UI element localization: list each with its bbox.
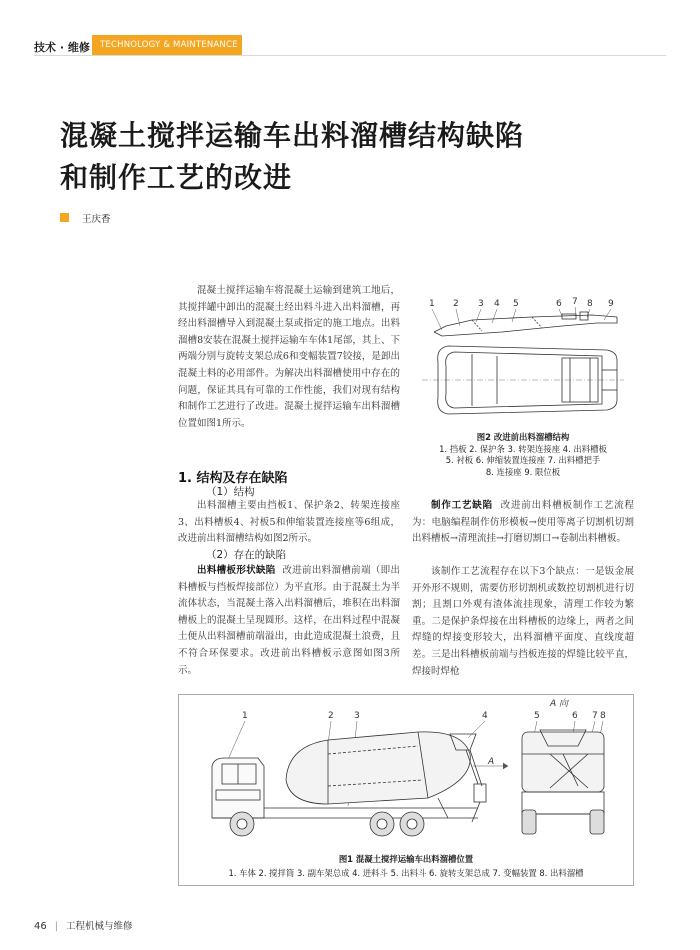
defect-1-text: 改进前出料溜槽前端（即出料槽板与挡板焊接部位）为平直形。由于混凝土为半流体状态，当混凝土落入出料溜槽后，堆积在出料溜槽板上的混凝土呈现圆形。这样，在出料过程中混凝土便从出料溜槽前端溢出，由此造成混凝土浪费，且不符合环保要求。改进前出料槽板示意图如图3所示。	[178, 565, 400, 676]
figure-1-title: 图1 混凝土搅拌运输车出料溜槽位置	[338, 854, 474, 864]
figure-2-title: 图2 改进前出料溜槽结构	[476, 432, 570, 442]
fig1-num-2: 2	[328, 711, 334, 721]
figure-2-caption	[412, 432, 634, 478]
chute-plan-view	[438, 346, 617, 414]
fig1-num-5: 5	[534, 711, 540, 721]
header-divider	[34, 55, 666, 56]
figure-1-legend: 1. 车体 2. 搅拌筒 3. 副车架总成 4. 进料斗 5. 出料斗 6. 旋转支架总成 7. 变幅装置 8. 出料溜槽	[228, 868, 584, 878]
figure-2-numbers	[429, 297, 614, 309]
figure-2-legend-line-1: 1. 挡板 2. 保护条 3. 转架连接座 4. 出料槽板	[439, 443, 607, 454]
fig2-num-9: 9	[608, 299, 614, 309]
rear-wheels	[522, 810, 604, 834]
section-1-heading: 1. 结构及存在缺陷	[178, 471, 288, 486]
fig2-num-8: 8	[587, 299, 593, 309]
subsection-1-heading: （1）结构	[206, 486, 255, 498]
title-line-2: 和制作工艺的改进	[60, 161, 293, 194]
page-number: 46	[34, 921, 47, 932]
defect-1-label: 出料槽板形状缺陷	[197, 565, 276, 576]
fig1-num-8: 8	[600, 711, 606, 721]
subsection-2-heading: （2）存在的缺陷	[206, 549, 287, 561]
section-label-en: TECHNOLOGY & MAINTENANCE	[100, 40, 238, 50]
section-label: 技术 · 维修	[34, 41, 90, 54]
fig2-num-7: 7	[572, 297, 578, 307]
fig1-num-1: 1	[242, 711, 248, 721]
process-label: 制作工艺缺陷	[431, 500, 493, 511]
page-footer	[34, 918, 132, 932]
fig2-num-4: 4	[494, 299, 500, 309]
article-title	[60, 115, 524, 199]
fig2-num-2: 2	[453, 299, 459, 309]
figure-2-drawing	[412, 290, 634, 430]
fig2-num-3: 3	[478, 299, 484, 309]
fig1-arrow-label: A	[488, 757, 495, 767]
journal-name: 工程机械与维修	[65, 921, 133, 932]
truck-side-view	[212, 732, 486, 822]
fig2-num-5: 5	[513, 299, 519, 309]
fig1-num-6: 6	[572, 711, 578, 721]
footer-separator: |	[54, 921, 58, 932]
figure-1-drawing	[178, 694, 634, 844]
structure-paragraph: 出料溜槽主要由挡板1、保护条2、转架连接座3、出料槽板4、衬板5和伸缩装置连接座等6组成，改进前出料溜槽结构如图2所示。	[178, 500, 400, 545]
defects-paragraph: 该制作工艺流程存在以下3个缺点：一是钣金展开外形不规则，需要仿形切割机或数控切割机进行切割；且割口外观有渣体流挂现象，清理工作较为繁重。二是保护条焊接在出料槽板的边缘上，两者之间焊缝的焊接变形较大，出料溜槽平面度、直线度超差。三是出料槽板前端与挡板连接的焊缝比较平直，焊接时焊枪	[412, 566, 634, 677]
fig2-num-1: 1	[429, 299, 435, 309]
truck-rear-view	[522, 730, 604, 814]
fig1-num-3: 3	[354, 711, 360, 721]
process-text: 改进前出料槽板制作工艺流程为：电脑编程制作仿形模板→使用等离子切割机切割出料槽板→清理流挂→打磨切割口→卷制出料槽板。	[412, 500, 634, 545]
fig1-num-7: 7	[592, 711, 598, 721]
figure-1-caption	[178, 852, 634, 880]
intro-paragraph: 混凝土搅拌运输车将混凝土运输到建筑工地后，其搅拌罐中卸出的混凝土经出料斗进入出料溜槽，再经出料溜槽导入到混凝土泵或指定的施工地点。出料溜槽8安装在混凝土搅拌运输车车体1尾部，其上、下两端分别与旋转支架总成6和变幅装置7铰接，是卸出混凝土料的必用部件。为解决出料溜槽使用中存在的问题，保证其具有可靠的工作性能，我们对现有结构和制作工艺进行了改进。混凝土搅拌运输车出料溜槽位置如图1所示。	[178, 285, 400, 429]
figure-2-legend-line-3: 8. 连接座 9. 限位板	[485, 466, 561, 477]
figure-2-legend-line-2: 5. 衬板 6. 伸缩装置连接座 7. 出料槽把手	[445, 455, 601, 465]
author: 王庆香	[82, 214, 111, 225]
fig2-num-6: 6	[556, 299, 562, 309]
defect-1-paragraph	[178, 563, 400, 679]
fig1-num-4: 4	[482, 711, 488, 721]
title-line-1: 混凝土搅拌运输车出料溜槽结构缺陷	[60, 119, 525, 152]
chute-side-view	[434, 312, 617, 336]
fig1-view-label: A 向	[550, 699, 569, 709]
author-marker	[60, 213, 69, 222]
process-paragraph	[412, 498, 634, 548]
